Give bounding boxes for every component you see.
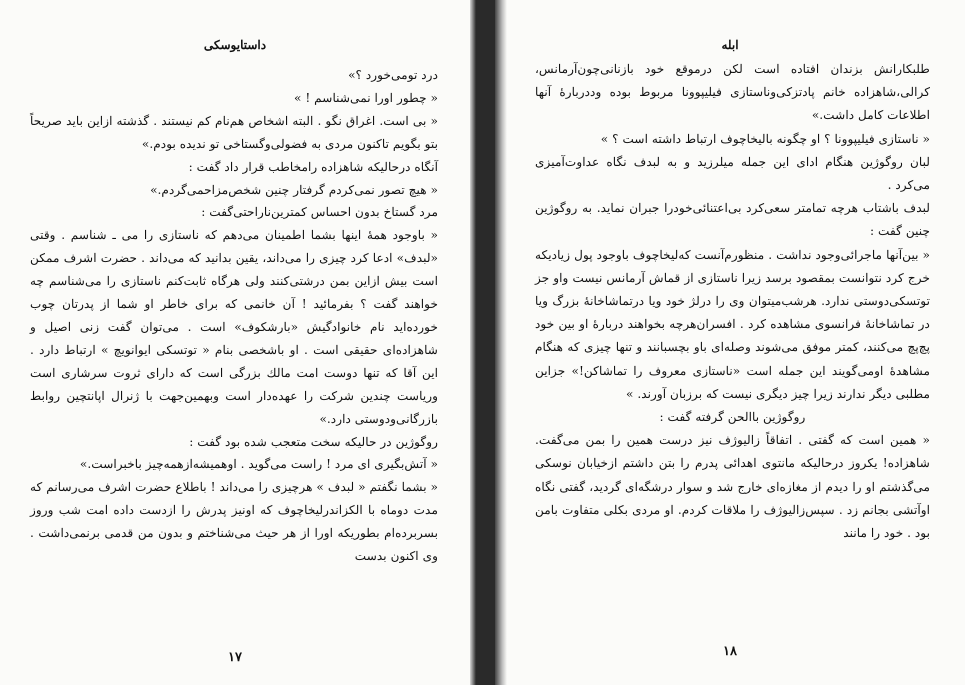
paragraph: روگوژین در حالیکه سخت متعجب شده بود گفت : bbox=[189, 434, 438, 449]
paragraph: درد تومی‌خورد ؟» bbox=[348, 68, 438, 82]
paragraph: « بشما نگفتم « لبدف » هرچیزی را می‌داند ! باطلاع حضرت اشرف می‌رسانم که مدت دوماه با الکزاندرلیخاچوف که اونیز پدرش را ازدست داده امت شب وروز بسربرده‌ام بطوریکه اورا از هر حیث می‌شناختم و بدون من قدمی برنمی‌داشت . وی اکنون بدست bbox=[30, 480, 438, 564]
paragraph: « باوجود همهٔ اینها بشما اطمینان می‌دهم که ناستازی را می ـ شناسم . وقتی «لبدف» ادعا کرد چیزی را می‌داند، یقین بدانید که می‌داند . حضرت اشرف ممکن است بیش ازاین بمن درشتی‌کنند ولی هرگاه ثابت‌کنم ناستازی را می‌شناسم چه خواهند گفت ؟ بفرمائید ! آن خانمی که برای خاطر او شما از پدرتان چوب خورده‌اید نام خانوادگیش «بارشکوف» است . می‌توان گفت زنی اصیل و شاهزاده‌ای حقیقی است . او باشخصی بنام « توتسکی ایوانویچ » ارتباط دارد . این آقا که تنها دوست امت مالك بزرگی است که دارای ثروت سرشاری است وریاست چندین شرکت را عهده‌دار است وبهمین‌جهت با ژنرال اپانتچین روابط بازرگانی‌ودوستی دارد.» bbox=[30, 228, 438, 426]
running-header: ابله bbox=[721, 38, 739, 52]
paragraph: « همین است که گفتی . اتفاقاً زالیوژف نیز درست همین را بمن می‌گفت. شاهزاده! یکروز درحالیکه مانتوی اهدائی پدرم را بتن داشتم ازخیابان نوسکی می‌گذشتم او را دیدم از مغازه‌ای خارج شد و سوار درشگه‌ای گردید، گفتی نگاه اوآتشی بجانم زد . سپس‌زالیوژف را ملاقات کردم. او مردی بکلی متفاوت بامن بود . خود را مانند bbox=[535, 433, 930, 541]
page-body-text bbox=[30, 64, 438, 568]
page-number: ۱۸ bbox=[723, 644, 737, 659]
paragraph: « هیچ تصور نمی‌کردم گرفتار چنین شخص‌مزاحمی‌گردم.» bbox=[150, 182, 438, 197]
paragraph: « بین‌آنها ماجرائی‌وجود نداشت . منظورم‌آنست که‌لیخاچوف باوجود پول زیادیکه خرج کرد نتوانست بمقصود برسد زیرا ناستازی از قماش آرمانس نیست واو جز توتسکی‌دوستی ندارد. هرشب‌میتوان وی را درلژ خود ویا درتماشاخانهٔ بزرگ ویا در تماشاخانهٔ فرانسوی مشاهده کرد . افسران‌هرچه بخواهند دربارهٔ او بین خود پچ‌پچ می‌کنند، کمتر موفق می‌شوند وصله‌ای باو بچسبانند و تنها چیزی که هنگام مشاهدهٔ اومی‌گویند این جمله است «ناستازی معروف را تماشاکن!» جزاین مطلبی دیگر ندارند زیرا چیز دیگری نیست که برزبان آورند. » bbox=[535, 247, 930, 401]
paragraph: لبان روگوژین هنگام ادای این جمله میلرزید و به لبدف نگاه عداوت‌آمیزی می‌کرد . bbox=[535, 154, 930, 193]
paragraph: « بی است. اغراق نگو . البته اشخاص هم‌نام کم نیستند . گذشته ازاین باید صریحاً بتو بگویم تاکنون مردی به فضولی‌وگستاخی تو ندیده بودم.» bbox=[30, 113, 438, 151]
paragraph: لبدف باشتاب هرچه تمامتر سعی‌کرد بی‌اعتنائی‌خودرا جبران نماید. به روگوژین چنین گفت : bbox=[535, 201, 930, 239]
paragraph: « چطور اورا نمی‌شناسم ! » bbox=[294, 90, 438, 105]
left-book-page bbox=[0, 0, 470, 685]
running-header: داستایوسکی bbox=[203, 38, 267, 52]
page-number: ۱۷ bbox=[228, 650, 242, 665]
paragraph: مرد گستاخ بدون احساس کمترین‌ناراحتی‌گفت : bbox=[201, 205, 438, 220]
paragraph: « ناستازی فیلیپوونا ؟ او چگونه بالیخاچوف ارتباط داشته است ؟ » bbox=[600, 131, 930, 146]
page-edge-shadow bbox=[495, 0, 507, 685]
right-book-page bbox=[495, 0, 965, 685]
paragraph: « آتش‌بگیری ای مرد ! راست می‌گوید . اوهمیشه‌ازهمه‌چیز باخبراست.» bbox=[79, 457, 438, 472]
paragraph: روگوژین باالحن گرفته گفت : bbox=[659, 410, 806, 425]
paragraph: آنگاه درحالیکه شاهزاده رامخاطب قرار داد گفت : bbox=[188, 159, 438, 174]
book-spine-shadow bbox=[470, 0, 495, 685]
page-body-text bbox=[535, 58, 930, 545]
paragraph: طلبکارانش بزندان افتاده است لکن درموقع خود بازنانی‌چون‌آرمانس، کرالی،شاهزاده خانم پادتزکی‌وناستازی فیلیپوونا مربوط بوده وددربارهٔ آنها اطلاعات کامل داشت.» bbox=[535, 62, 930, 123]
